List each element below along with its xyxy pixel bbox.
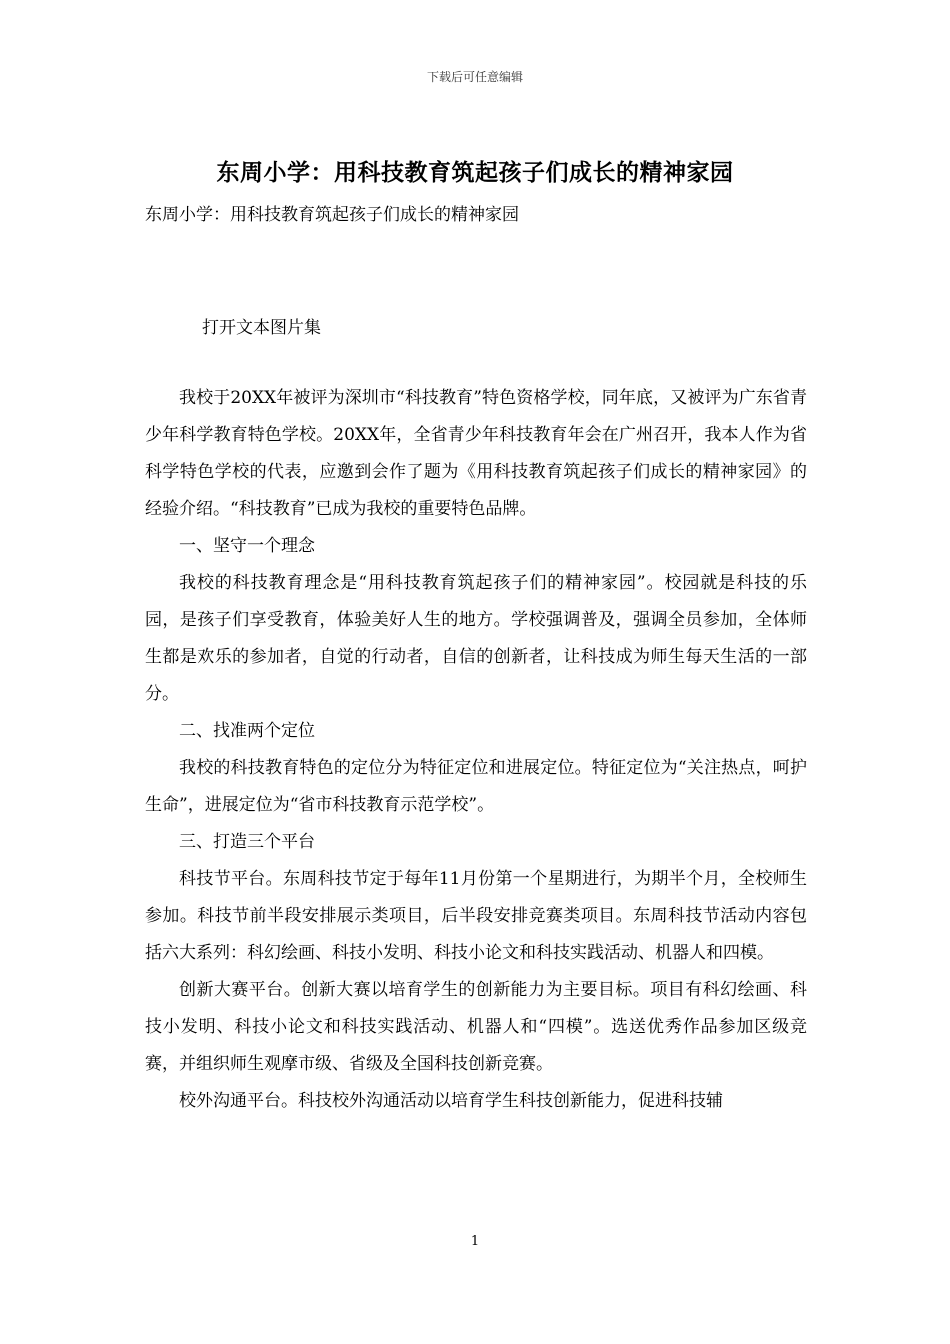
page-number: 1 bbox=[470, 1234, 480, 1249]
paragraph: 创新大赛平台。创新大赛以培育学生的创新能力为主要目标。项目有科幻绘画、科技小发明、科技小论文和科技实践活动、机器人和“四模”。选送优秀作品参加区级竞赛，并组织师生观摩市级、省级及全国科技创新竞赛。 bbox=[145, 980, 807, 1074]
paragraph: 我校于20XX年被评为深圳市“科技教育”特色资格学校，同年底，又被评为广东省青少年科学教育特色学校。20XX年，全省青少年科技教育年会在广州召开，我本人作为省科学特色学校的代表，应邀到会作了题为《用科技教育筑起孩子们成长的精神家园》的经验介绍。“科技教育”已成为我校的重要特色品牌。 bbox=[145, 388, 807, 519]
page-subtitle: 东周小学：用科技教育筑起孩子们成长的精神家园 bbox=[145, 205, 519, 225]
paragraph: 科技节平台。东周科技节定于每年11月份第一个星期进行，为期半个月，全校师生参加。科技节前半段安排展示类项目，后半段安排竞赛类项目。东周科技节活动内容包括六大系列：科幻绘画、科技小发明、科技小论文和科技实践活动、机器人和四模。 bbox=[145, 869, 807, 963]
image-gallery-link[interactable]: 打开文本图片集 bbox=[202, 318, 321, 338]
header-note: 下载后可任意编辑 bbox=[426, 70, 523, 84]
article-body bbox=[145, 380, 807, 1120]
page-title: 东周小学：用科技教育筑起孩子们成长的精神家园 bbox=[216, 160, 734, 186]
section-heading: 二、找准两个定位 bbox=[179, 721, 315, 741]
section-heading: 三、打造三个平台 bbox=[179, 832, 315, 852]
section-heading: 一、坚守一个理念 bbox=[179, 536, 315, 556]
paragraph: 我校的科技教育特色的定位分为特征定位和进展定位。特征定位为“关注热点，呵护生命”，进展定位为“省市科技教育示范学校”。 bbox=[145, 758, 807, 815]
paragraph: 校外沟通平台。科技校外沟通活动以培育学生科技创新能力，促进科技辅 bbox=[179, 1091, 723, 1111]
paragraph: 我校的科技教育理念是“用科技教育筑起孩子们的精神家园”。校园就是科技的乐园，是孩子们享受教育，体验美好人生的地方。学校强调普及，强调全员参加，全体师生都是欢乐的参加者，自觉的行动者，自信的创新者，让科技成为师生每天生活的一部分。 bbox=[145, 573, 807, 704]
